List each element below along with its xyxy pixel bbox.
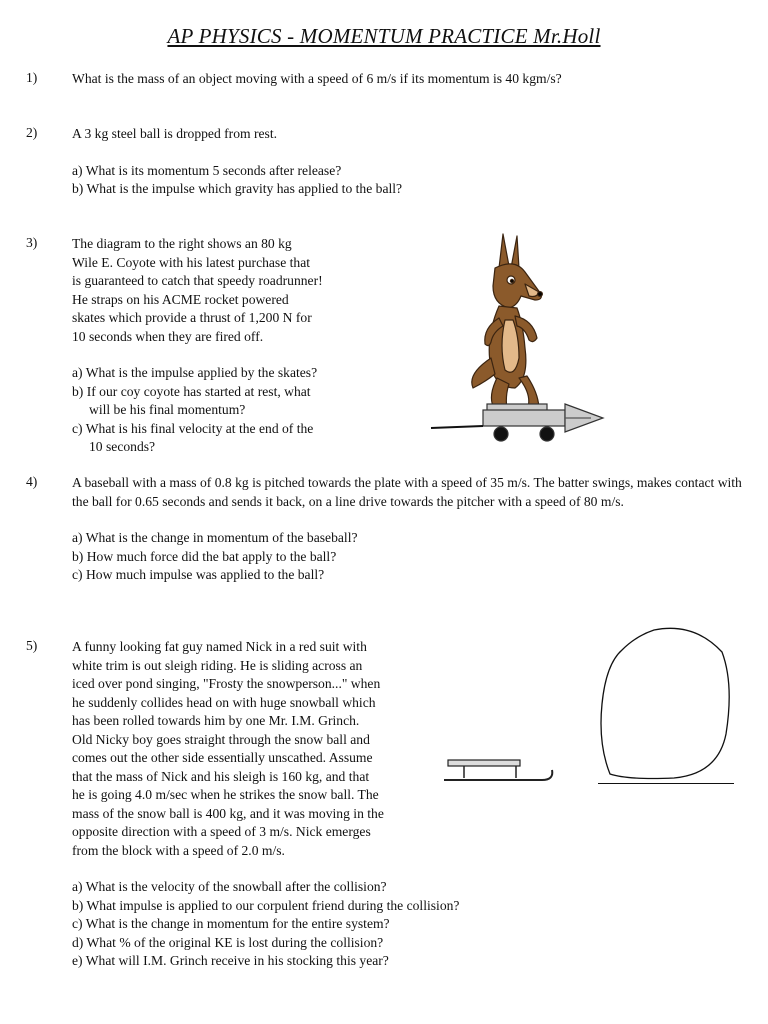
question-5-block xyxy=(72,638,512,971)
coyote-on-rocket-skates-illustration xyxy=(425,228,605,446)
sled-illustration xyxy=(442,756,562,788)
question-3-line: He straps on his ACME rocket powered xyxy=(72,291,289,307)
question-3-number: 3) xyxy=(26,235,38,250)
question-4a: a) What is the change in momentum of the baseball? xyxy=(72,530,358,545)
question-5-line: A funny looking fat guy named Nick in a red suit with xyxy=(72,639,367,654)
question-5a: a) What is the velocity of the snowball after the collision? xyxy=(72,879,387,894)
question-3-line: 10 seconds when they are fired off. xyxy=(72,328,264,344)
question-5-line: mass of the snow ball is 400 kg, and it was moving in the xyxy=(72,805,384,821)
question-4-text: A baseball with a mass of 0.8 kg is pitched towards the plate with a speed of 35 m/s. The batter swings, makes contact with the ball for 0.65 seconds and sends it back, on a line drive towards the pitcher with a speed of 80 m/s. xyxy=(72,475,742,509)
question-5-line: comes out the other side essentially unscathed. Assume xyxy=(72,750,373,765)
question-5-line: that the mass of Nick and his sleigh is 160 kg, and that xyxy=(72,768,370,784)
question-2b: b) What is the impulse which gravity has applied to the ball? xyxy=(72,181,403,196)
question-2-block xyxy=(72,125,744,199)
question-5-line: has been rolled towards him by one Mr. I.M. Grinch. xyxy=(72,713,360,728)
question-5-line: Old Nicky boy goes straight through the snow ball and xyxy=(72,731,370,747)
question-3c: c) What is his final velocity at the end of the xyxy=(72,420,314,436)
question-1-number: 1) xyxy=(26,70,38,85)
question-5-line: from the block with a speed of 2.0 m/s. xyxy=(72,842,285,858)
question-3a: a) What is the impulse applied by the skates? xyxy=(72,365,318,380)
question-5d: d) What % of the original KE is lost during the collision? xyxy=(72,934,384,950)
question-5-number: 5) xyxy=(26,638,38,653)
snowball-illustration xyxy=(594,624,734,784)
question-5-line: white trim is out sleigh riding. He is sliding across an xyxy=(72,657,363,673)
question-2-number: 2) xyxy=(26,125,38,140)
question-3-line: Wile E. Coyote with his latest purchase that xyxy=(72,254,311,270)
question-5-line: iced over pond singing, "Frosty the snowperson..." when xyxy=(72,676,381,691)
question-3-line: skates which provide a thrust of 1,200 N for xyxy=(72,310,312,325)
question-3c-cont: 10 seconds? xyxy=(89,439,156,454)
question-5-line: he is going 4.0 m/sec when he strikes the snow ball. The xyxy=(72,787,379,802)
question-4-number: 4) xyxy=(26,474,38,489)
question-4-block xyxy=(72,474,744,585)
question-1-text: What is the mass of an object moving with a speed of 6 m/s if its momentum is 40 kgm/s? xyxy=(72,71,562,86)
question-3-block xyxy=(72,235,372,457)
question-5e: e) What will I.M. Grinch receive in his stocking this year? xyxy=(72,953,389,968)
question-3-line: is guaranteed to catch that speedy roadrunner! xyxy=(72,273,323,288)
page-title: AP PHYSICS - MOMENTUM PRACTICE Mr.Holl xyxy=(167,24,601,48)
question-4b: b) How much force did the bat apply to the ball? xyxy=(72,548,337,564)
question-5-line: he suddenly collides head on with huge snowball which xyxy=(72,694,376,710)
question-3b-cont: will be his final momentum? xyxy=(89,402,246,417)
question-5c: c) What is the change in momentum for the entire system? xyxy=(72,916,390,931)
question-3-line: The diagram to the right shows an 80 kg xyxy=(72,236,292,251)
question-2-text: A 3 kg steel ball is dropped from rest. xyxy=(72,126,278,141)
question-5-line: opposite direction with a speed of 3 m/s. Nick emerges xyxy=(72,824,371,839)
question-4c: c) How much impulse was applied to the ball? xyxy=(72,567,325,582)
question-5b: b) What impulse is applied to our corpulent friend during the collision? xyxy=(72,897,460,913)
question-3b: b) If our coy coyote has started at rest, what xyxy=(72,383,311,399)
question-2a: a) What is its momentum 5 seconds after release? xyxy=(72,162,342,178)
